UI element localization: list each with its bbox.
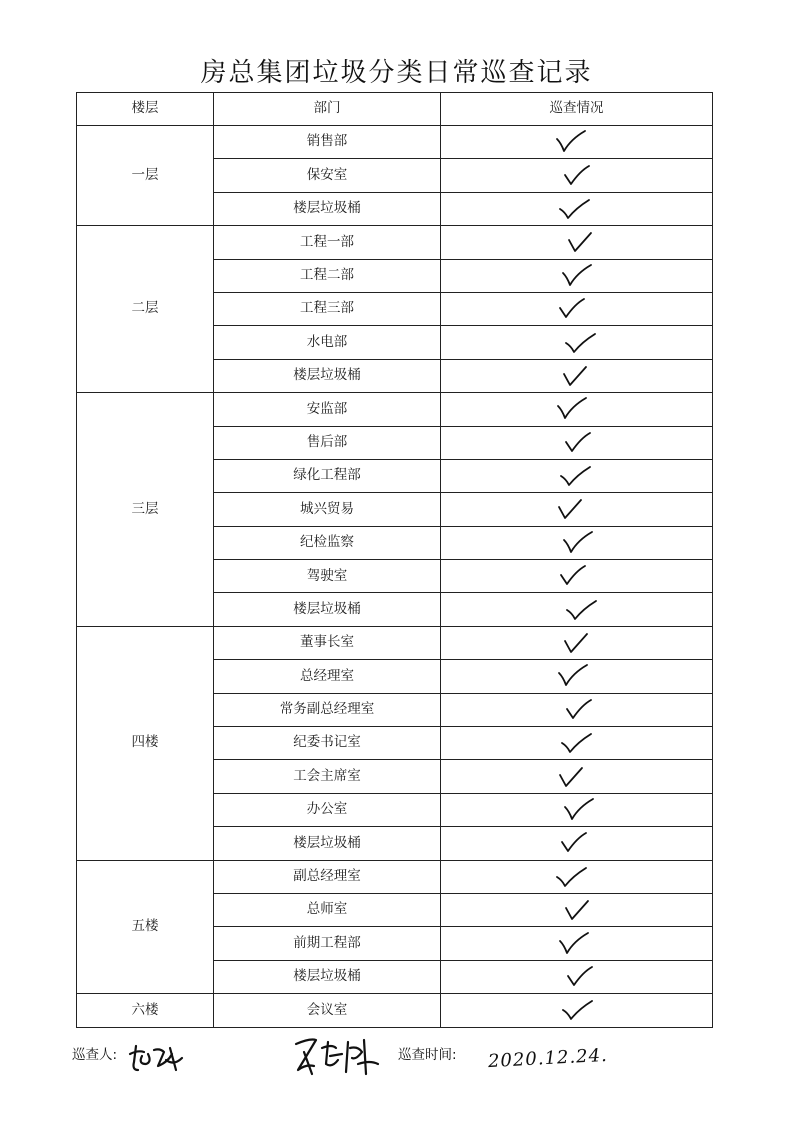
status-cell (441, 760, 713, 793)
checkmark-icon (563, 797, 597, 823)
status-cell (441, 393, 713, 426)
checkmark-icon (565, 964, 599, 990)
department-cell: 楼层垃圾桶 (214, 192, 441, 225)
department-cell: 会议室 (214, 994, 441, 1027)
table-row (77, 226, 713, 259)
status-cell (441, 259, 713, 292)
department-cell: 工程一部 (214, 226, 441, 259)
checkmark-icon (563, 430, 597, 456)
checkmark-icon (562, 530, 596, 556)
checkmark-icon (560, 363, 594, 389)
department-cell: 楼层垃圾桶 (214, 593, 441, 626)
document-title: 房总集团垃圾分类日常巡查记录 (200, 58, 593, 88)
header-floor: 楼层 (77, 93, 214, 126)
status-cell (441, 226, 713, 259)
checkmark-icon (565, 597, 599, 623)
department-cell: 总经理室 (214, 660, 441, 693)
status-cell (441, 426, 713, 459)
checkmark-icon (564, 330, 598, 356)
checkmark-icon (557, 663, 591, 689)
checkmark-icon (561, 997, 595, 1023)
checkmark-icon (556, 764, 590, 790)
table-row (77, 393, 713, 426)
department-cell: 常务副总经理室 (214, 693, 441, 726)
status-cell (441, 526, 713, 559)
floor-cell: 五楼 (77, 860, 214, 994)
status-cell (441, 860, 713, 893)
floor-cell: 四楼 (77, 626, 214, 860)
department-cell: 销售部 (214, 126, 441, 159)
status-cell (441, 793, 713, 826)
table-row (77, 126, 713, 159)
checkmark-icon (555, 864, 589, 890)
department-cell: 工会主席室 (214, 760, 441, 793)
department-cell: 楼层垃圾桶 (214, 960, 441, 993)
status-cell (441, 192, 713, 225)
checkmark-icon (565, 229, 599, 255)
table-row (77, 994, 713, 1027)
checkmark-icon (560, 730, 594, 756)
floor-cell: 六楼 (77, 994, 214, 1027)
status-cell (441, 459, 713, 492)
department-cell: 安监部 (214, 393, 441, 426)
department-cell: 工程三部 (214, 292, 441, 325)
status-cell (441, 359, 713, 392)
status-cell (441, 693, 713, 726)
checkmark-icon (561, 630, 595, 656)
footer (0, 1038, 793, 1088)
department-cell: 总师室 (214, 893, 441, 926)
table-header-row (77, 93, 713, 126)
inspection-table (76, 92, 713, 1028)
inspector-label: 巡查人: (72, 1047, 118, 1063)
checkmark-icon (559, 463, 593, 489)
checkmark-icon (558, 563, 592, 589)
inspector-signature-1 (124, 1040, 190, 1076)
status-cell (441, 292, 713, 325)
status-cell (441, 660, 713, 693)
checkmark-icon (561, 263, 595, 289)
header-status: 巡查情况 (441, 93, 713, 126)
checkmark-icon (559, 830, 593, 856)
department-cell: 楼层垃圾桶 (214, 827, 441, 860)
status-cell (441, 827, 713, 860)
department-cell: 纪检监察 (214, 526, 441, 559)
department-cell: 纪委书记室 (214, 727, 441, 760)
status-cell (441, 593, 713, 626)
status-cell (441, 560, 713, 593)
checkmark-icon (556, 396, 590, 422)
department-cell: 前期工程部 (214, 927, 441, 960)
checkmark-icon (558, 196, 592, 222)
department-cell: 保安室 (214, 159, 441, 192)
floor-cell: 二层 (77, 226, 214, 393)
department-cell: 水电部 (214, 326, 441, 359)
status-cell (441, 994, 713, 1027)
table-body (77, 126, 713, 1028)
checkmark-icon (555, 129, 589, 155)
status-cell (441, 126, 713, 159)
department-cell: 董事长室 (214, 626, 441, 659)
checkmark-icon (562, 163, 596, 189)
status-cell (441, 960, 713, 993)
department-cell: 城兴贸易 (214, 493, 441, 526)
inspection-time-label: 巡查时间: (398, 1047, 457, 1063)
inspection-date: 2020.12.24. (487, 1044, 609, 1073)
department-cell: 副总经理室 (214, 860, 441, 893)
status-cell (441, 893, 713, 926)
department-cell: 楼层垃圾桶 (214, 359, 441, 392)
checkmark-icon (557, 296, 591, 322)
department-cell: 绿化工程部 (214, 459, 441, 492)
checkmark-icon (562, 897, 596, 923)
department-cell: 驾驶室 (214, 560, 441, 593)
department-cell: 工程二部 (214, 259, 441, 292)
status-cell (441, 326, 713, 359)
checkmark-icon (558, 931, 592, 957)
status-cell (441, 927, 713, 960)
department-cell: 售后部 (214, 426, 441, 459)
checkmark-icon (564, 697, 598, 723)
table-row (77, 860, 713, 893)
header-department: 部门 (214, 93, 441, 126)
status-cell (441, 159, 713, 192)
floor-cell: 三层 (77, 393, 214, 627)
checkmark-icon (555, 496, 589, 522)
floor-cell: 一层 (77, 126, 214, 226)
inspector-signature-2 (292, 1034, 382, 1078)
table-row (77, 626, 713, 659)
status-cell (441, 727, 713, 760)
status-cell (441, 493, 713, 526)
department-cell: 办公室 (214, 793, 441, 826)
status-cell (441, 626, 713, 659)
